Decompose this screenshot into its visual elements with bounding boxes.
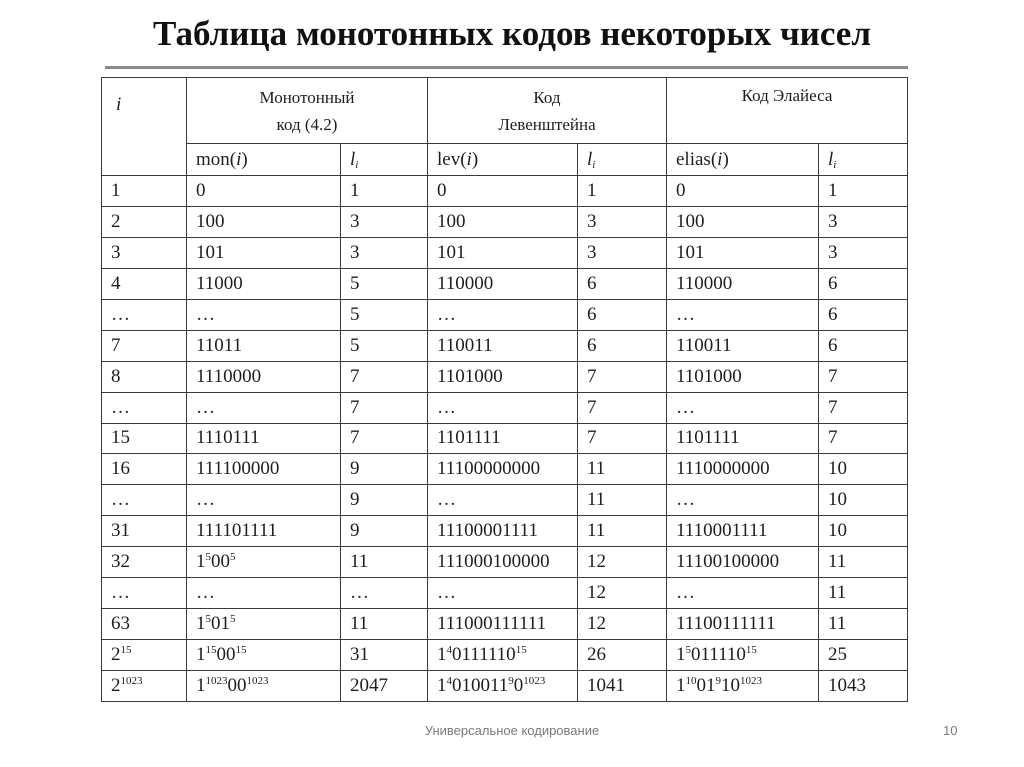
cell-lev-code: 1101000 bbox=[428, 361, 578, 392]
cell-mon-code: 0 bbox=[187, 176, 341, 207]
cell-lev-length: 7 bbox=[578, 361, 667, 392]
cell-elias-length: 7 bbox=[819, 392, 908, 423]
cell-mon-code: … bbox=[187, 485, 341, 516]
cell-lev-length: 6 bbox=[578, 268, 667, 299]
page-number: 10 bbox=[943, 723, 958, 738]
cell-lev-length: 6 bbox=[578, 299, 667, 330]
cell-elias-code: 0 bbox=[667, 176, 819, 207]
cell-elias-code: 1110000000 bbox=[667, 454, 819, 485]
cell-mon-length: 3 bbox=[341, 237, 428, 268]
table-row bbox=[102, 392, 908, 423]
cell-elias-length: 6 bbox=[819, 299, 908, 330]
cell-elias-length: 1043 bbox=[819, 671, 908, 702]
table-row bbox=[102, 206, 908, 237]
cell-lev-code: … bbox=[428, 392, 578, 423]
header-index: i bbox=[102, 78, 187, 176]
cell-elias-length: 3 bbox=[819, 206, 908, 237]
cell-elias-length: 10 bbox=[819, 454, 908, 485]
slide-title: Таблица монотонных кодов некоторых чисел bbox=[153, 14, 871, 53]
cell-lev-code: 111000100000 bbox=[428, 547, 578, 578]
table-row bbox=[102, 268, 908, 299]
cell-elias-code: 110000 bbox=[667, 268, 819, 299]
cell-elias-length: 3 bbox=[819, 237, 908, 268]
header-levenshtein bbox=[428, 78, 667, 144]
cell-lev-code: … bbox=[428, 299, 578, 330]
cell-elias-code: 101 bbox=[667, 237, 819, 268]
cell-elias-code: 110011 bbox=[667, 330, 819, 361]
cell-elias-length: 11 bbox=[819, 578, 908, 609]
cell-lev-length: 12 bbox=[578, 578, 667, 609]
table-body bbox=[102, 176, 908, 702]
header-row-groups bbox=[102, 78, 908, 144]
footer-text: Универсальное кодирование bbox=[424, 723, 600, 738]
cell-mon-length: 7 bbox=[341, 392, 428, 423]
cell-elias-code: … bbox=[667, 299, 819, 330]
cell-mon-code: 1110000 bbox=[187, 361, 341, 392]
cell-lev-code: 101 bbox=[428, 237, 578, 268]
cell-lev-length: 3 bbox=[578, 237, 667, 268]
cell-mon-code: 11000 bbox=[187, 268, 341, 299]
cell-elias-code: 1101111 bbox=[667, 423, 819, 454]
cell-elias-length: 7 bbox=[819, 423, 908, 454]
cell-mon-code: 111100000 bbox=[187, 454, 341, 485]
cell-mon-code: $1^501^5$ bbox=[187, 609, 341, 640]
cell-lev-length: 3 bbox=[578, 206, 667, 237]
cell-lev-length: 11 bbox=[578, 454, 667, 485]
table-row bbox=[102, 176, 908, 207]
cell-mon-code: $1^{1023}00^{1023}$ bbox=[187, 671, 341, 702]
cell-mon-code: 111101111 bbox=[187, 516, 341, 547]
cell-mon-length: 7 bbox=[341, 423, 428, 454]
cell-lev-code: 100 bbox=[428, 206, 578, 237]
header-lev-func: lev(i) bbox=[428, 144, 578, 176]
cell-index: 1 bbox=[102, 176, 187, 207]
cell-mon-code: … bbox=[187, 299, 341, 330]
cell-lev-code: 0 bbox=[428, 176, 578, 207]
cell-lev-code: 11100000000 bbox=[428, 454, 578, 485]
cell-mon-code: 1110111 bbox=[187, 423, 341, 454]
cell-elias-length: 1 bbox=[819, 176, 908, 207]
header-levenshtein-line1: Код bbox=[533, 87, 561, 107]
table-row bbox=[102, 454, 908, 485]
cell-elias-code: … bbox=[667, 485, 819, 516]
cell-mon-code: 101 bbox=[187, 237, 341, 268]
cell-elias-length: 11 bbox=[819, 547, 908, 578]
cell-index: … bbox=[102, 578, 187, 609]
cell-index: $2^{15}$ bbox=[102, 640, 187, 671]
cell-index: 16 bbox=[102, 454, 187, 485]
cell-mon-code: $1^500^5$ bbox=[187, 547, 341, 578]
table-row bbox=[102, 671, 908, 702]
header-row-columns bbox=[102, 144, 908, 176]
table-row bbox=[102, 330, 908, 361]
cell-lev-length: 7 bbox=[578, 392, 667, 423]
cell-mon-length: … bbox=[341, 578, 428, 609]
cell-mon-code: 11011 bbox=[187, 330, 341, 361]
table-row bbox=[102, 237, 908, 268]
header-monotone bbox=[187, 78, 428, 144]
cell-lev-code: 110000 bbox=[428, 268, 578, 299]
cell-mon-length: 5 bbox=[341, 268, 428, 299]
cell-lev-length: 6 bbox=[578, 330, 667, 361]
table-row bbox=[102, 640, 908, 671]
cell-mon-code: $1^{15}00^{15}$ bbox=[187, 640, 341, 671]
codes-table bbox=[101, 77, 908, 702]
cell-mon-code: … bbox=[187, 392, 341, 423]
cell-elias-code: 11100100000 bbox=[667, 547, 819, 578]
table-row bbox=[102, 516, 908, 547]
table-row bbox=[102, 361, 908, 392]
cell-mon-length: 7 bbox=[341, 361, 428, 392]
cell-elias-code: 1101000 bbox=[667, 361, 819, 392]
header-monotone-line1: Монотонный bbox=[259, 87, 355, 107]
cell-mon-code: 100 bbox=[187, 206, 341, 237]
cell-mon-code: … bbox=[187, 578, 341, 609]
cell-mon-length: 9 bbox=[341, 516, 428, 547]
cell-lev-length: 1 bbox=[578, 176, 667, 207]
cell-lev-code: 111000111111 bbox=[428, 609, 578, 640]
header-levenshtein-line2: Левенштейна bbox=[498, 114, 596, 134]
header-monotone-line2: код (4.2) bbox=[276, 114, 338, 134]
cell-elias-code: $1^{10}01^910^{1023}$ bbox=[667, 671, 819, 702]
cell-lev-code: 110011 bbox=[428, 330, 578, 361]
cell-elias-length: 6 bbox=[819, 330, 908, 361]
cell-elias-code: 100 bbox=[667, 206, 819, 237]
cell-mon-length: 5 bbox=[341, 330, 428, 361]
cell-lev-code: $1^40111110^{15}$ bbox=[428, 640, 578, 671]
cell-index: 7 bbox=[102, 330, 187, 361]
header-elias-length: $l_i$ bbox=[819, 144, 908, 176]
cell-elias-length: 7 bbox=[819, 361, 908, 392]
table-row bbox=[102, 485, 908, 516]
cell-elias-code: … bbox=[667, 392, 819, 423]
cell-mon-length: 1 bbox=[341, 176, 428, 207]
cell-elias-code: 1110001111 bbox=[667, 516, 819, 547]
cell-index: 32 bbox=[102, 547, 187, 578]
cell-elias-code: 11100111111 bbox=[667, 609, 819, 640]
cell-elias-code: … bbox=[667, 578, 819, 609]
cell-lev-length: 7 bbox=[578, 423, 667, 454]
cell-lev-code: 1101111 bbox=[428, 423, 578, 454]
cell-lev-code: … bbox=[428, 578, 578, 609]
cell-index: 3 bbox=[102, 237, 187, 268]
cell-elias-length: 25 bbox=[819, 640, 908, 671]
table-row bbox=[102, 423, 908, 454]
cell-lev-length: 1041 bbox=[578, 671, 667, 702]
table-row bbox=[102, 609, 908, 640]
cell-index: … bbox=[102, 299, 187, 330]
cell-mon-length: 9 bbox=[341, 485, 428, 516]
cell-lev-length: 11 bbox=[578, 485, 667, 516]
header-elias-func: elias(i) bbox=[667, 144, 819, 176]
table-row bbox=[102, 547, 908, 578]
cell-lev-length: 12 bbox=[578, 609, 667, 640]
cell-lev-length: 12 bbox=[578, 547, 667, 578]
cell-index: … bbox=[102, 392, 187, 423]
cell-mon-length: 2047 bbox=[341, 671, 428, 702]
header-mon-func: mon(i) bbox=[187, 144, 341, 176]
cell-mon-length: 11 bbox=[341, 609, 428, 640]
table-row bbox=[102, 299, 908, 330]
cell-index: 63 bbox=[102, 609, 187, 640]
table-row bbox=[102, 578, 908, 609]
cell-mon-length: 9 bbox=[341, 454, 428, 485]
cell-index: 31 bbox=[102, 516, 187, 547]
cell-mon-length: 11 bbox=[341, 547, 428, 578]
cell-index: 8 bbox=[102, 361, 187, 392]
title-underline bbox=[105, 66, 908, 69]
cell-index: 2 bbox=[102, 206, 187, 237]
cell-elias-code: $1^5011110^{15}$ bbox=[667, 640, 819, 671]
header-elias: Код Элайеса bbox=[667, 78, 908, 144]
cell-lev-code: … bbox=[428, 485, 578, 516]
cell-mon-length: 3 bbox=[341, 206, 428, 237]
header-lev-length: $l_i$ bbox=[578, 144, 667, 176]
cell-elias-length: 10 bbox=[819, 516, 908, 547]
cell-lev-length: 26 bbox=[578, 640, 667, 671]
cell-index: 15 bbox=[102, 423, 187, 454]
cell-index: 4 bbox=[102, 268, 187, 299]
cell-index: … bbox=[102, 485, 187, 516]
cell-lev-code: 11100001111 bbox=[428, 516, 578, 547]
header-mon-length: $l_i$ bbox=[341, 144, 428, 176]
cell-lev-length: 11 bbox=[578, 516, 667, 547]
cell-mon-length: 5 bbox=[341, 299, 428, 330]
cell-lev-code: $1^4010011^90^{1023}$ bbox=[428, 671, 578, 702]
cell-elias-length: 6 bbox=[819, 268, 908, 299]
cell-elias-length: 11 bbox=[819, 609, 908, 640]
cell-index: $2^{1023}$ bbox=[102, 671, 187, 702]
cell-elias-length: 10 bbox=[819, 485, 908, 516]
cell-mon-length: 31 bbox=[341, 640, 428, 671]
